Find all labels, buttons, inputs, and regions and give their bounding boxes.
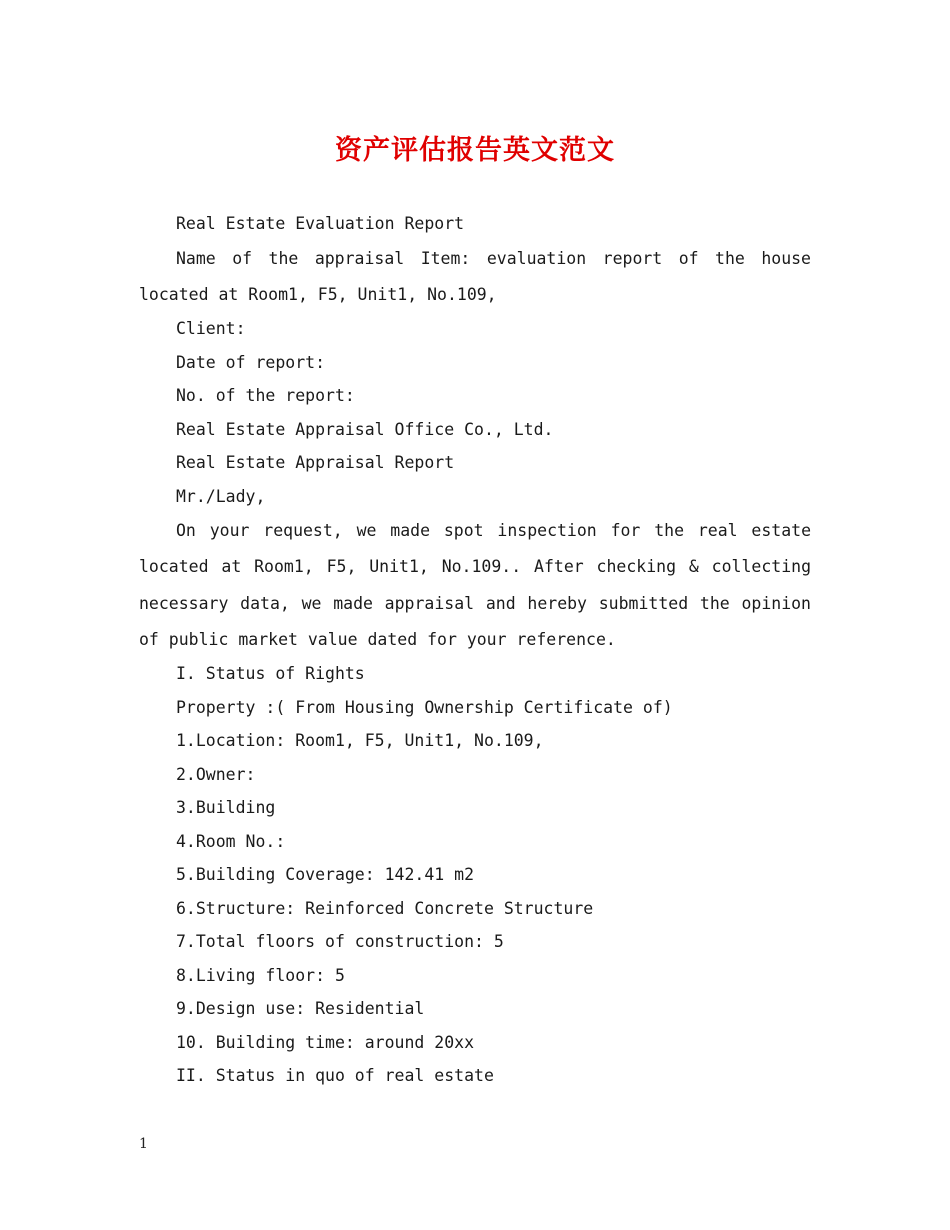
list-item: 1.Location: Room1, F5, Unit1, No.109, bbox=[176, 731, 544, 751]
report-number-line: No. of the report: bbox=[176, 386, 355, 406]
list-item: 8.Living floor: 5 bbox=[176, 965, 345, 985]
appraisal-office-line: Real Estate Appraisal Office Co., Ltd. bbox=[176, 419, 554, 439]
list-item: 9.Design use: Residential bbox=[176, 999, 425, 1019]
document-title: 资产评估报告英文范文 bbox=[335, 135, 615, 166]
list-item: 10. Building time: around 20xx bbox=[176, 1032, 475, 1052]
document-body bbox=[139, 207, 811, 1093]
section-heading-rights: I. Status of Rights bbox=[176, 664, 365, 684]
list-item: 6.Structure: Reinforced Concrete Structure bbox=[176, 898, 594, 918]
section-heading-status: II. Status in quo of real estate bbox=[176, 1066, 494, 1086]
report-date-line: Date of report: bbox=[176, 352, 326, 372]
page-number: 1 bbox=[139, 1136, 148, 1152]
client-line: Client: bbox=[176, 319, 246, 339]
list-item: 3.Building bbox=[176, 798, 276, 818]
appraisal-report-heading: Real Estate Appraisal Report bbox=[176, 453, 455, 473]
list-item: 4.Room No.: bbox=[176, 831, 286, 851]
request-paragraph: On your request, we made spot inspection for the real estate located at Room1, F5, Unit1, No.109.. After checking & collecting necessary data, we made appraisal and hereby submitted the opinion of public market value dated for your reference. bbox=[139, 521, 811, 649]
salutation-line: Mr./Lady, bbox=[176, 486, 266, 506]
list-item: 5.Building Coverage: 142.41 m2 bbox=[176, 865, 475, 885]
list-item: 7.Total floors of construction: 5 bbox=[176, 932, 504, 952]
appraisal-item-paragraph: Name of the appraisal Item: evaluation report of the house located at Room1, F5, Unit1, No.109, bbox=[139, 248, 811, 304]
list-item: 2.Owner: bbox=[176, 764, 256, 784]
report-heading: Real Estate Evaluation Report bbox=[176, 214, 465, 233]
property-source-line: Property :( From Housing Ownership Certificate of) bbox=[176, 697, 673, 717]
